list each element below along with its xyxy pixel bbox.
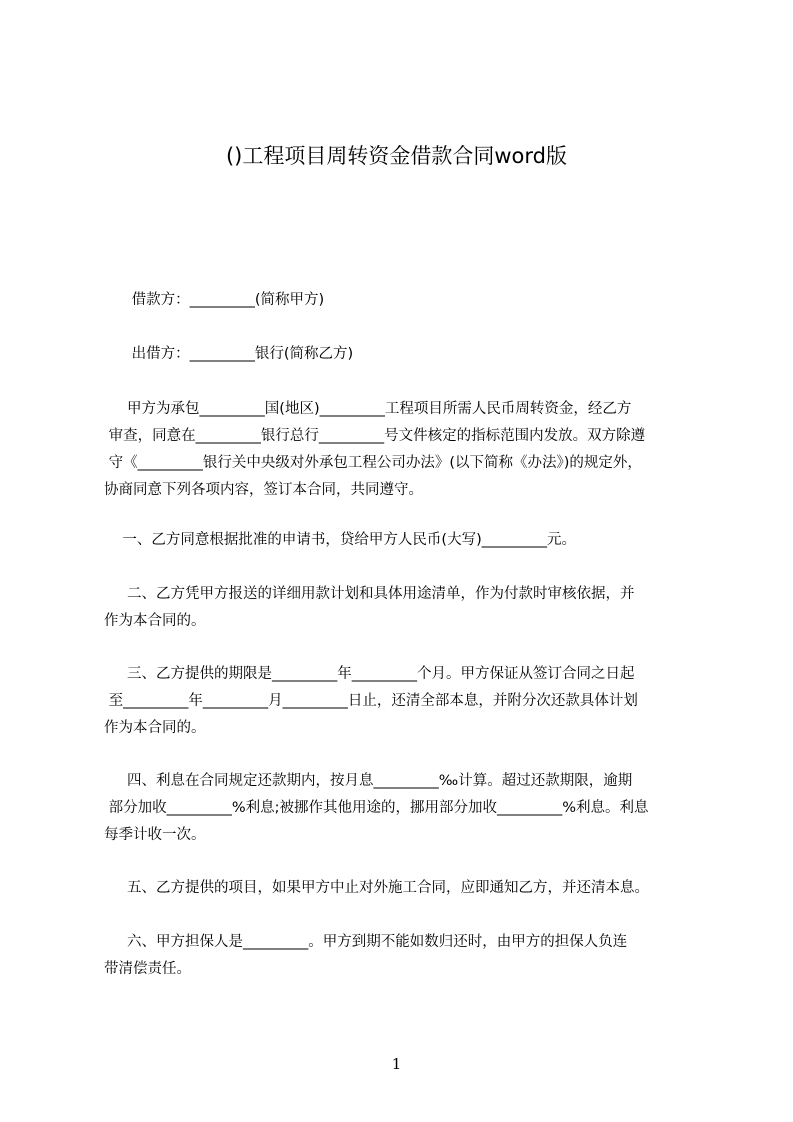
clause-6-line-1: 六、甲方担保人是_________。甲方到期不能如数归还时，由甲方的担保人负连 xyxy=(104,934,628,950)
clause-2-line-1: 二、乙方凭甲方报送的详细用款计划和具体用途清单，作为付款时审核依据，并 xyxy=(104,586,635,602)
document-title: ()工程项目周转资金借款合同word版 xyxy=(225,144,567,168)
clause-3-line-3: 作为本合同的。 xyxy=(104,720,206,736)
lender-line: 出借方：_________银行(简称乙方) xyxy=(104,346,354,362)
preamble-line-3: 守《_________银行关中央级对外承包工程公司办法》(以下简称《办法》)的规定外， xyxy=(104,455,642,471)
clause-4-line-1: 四、利息在合同规定还款期内，按月息_________‰计算。超过还款期限，逾期 xyxy=(104,773,633,789)
clause-4-line-3: 每季计收一次。 xyxy=(104,827,206,843)
preamble-line-2: 审查，同意在_________银行总行_________号文件核定的指标范围内发放。双方除遵 xyxy=(104,428,646,444)
clause-1-line-1: 一、乙方同意根据批准的申请书，贷给甲方人民币(大写)_________元。 xyxy=(104,532,576,548)
clause-6-line-2: 带清偿责任。 xyxy=(104,961,191,977)
borrower-line: 借款方：_________(简称甲方) xyxy=(104,292,325,308)
clause-4-line-2: 部分加收_________%利息;被挪作其他用途的，挪用部分加收_________%利息。利息 xyxy=(104,800,649,816)
clause-5-line-1: 五、乙方提供的项目，如果甲方中止对外施工合同，应即通知乙方，并还清本息。 xyxy=(104,880,650,896)
preamble-line-1: 甲方为承包_________国(地区)_________工程项目所需人民币周转资金，经乙方 xyxy=(104,401,632,417)
clause-3-line-2: 至_________年_________月_________日止，还清全部本息，并附分次还款具体计划 xyxy=(104,693,638,709)
clause-3-line-1: 三、乙方提供的期限是_________年_________个月。甲方保证从签订合同之日起 xyxy=(104,666,635,682)
clause-2-line-2: 作为本合同的。 xyxy=(104,613,206,629)
preamble-line-4: 协商同意下列各项内容，签订本合同，共同遵守。 xyxy=(104,482,423,498)
page-number: 1 xyxy=(391,1055,402,1073)
